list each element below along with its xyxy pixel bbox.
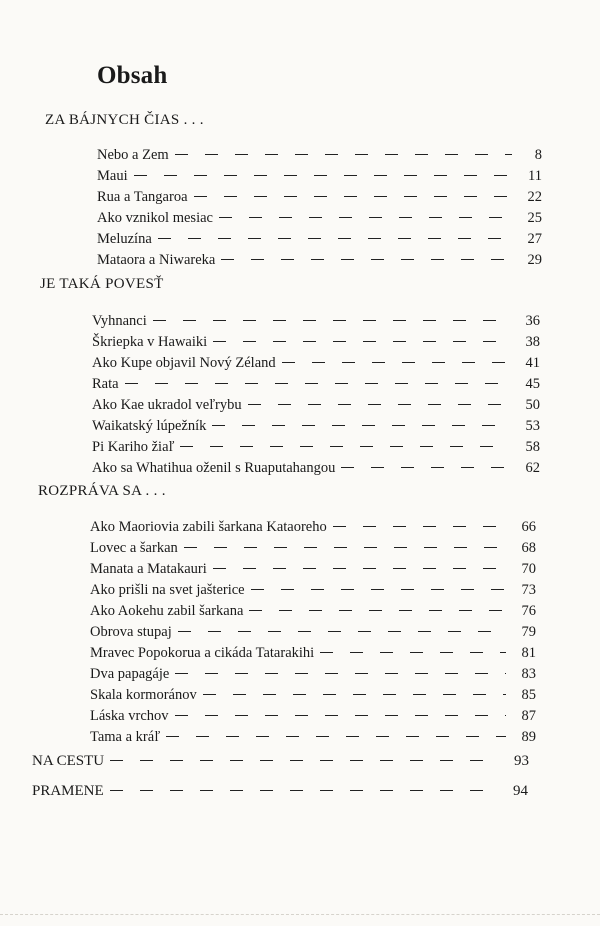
toc-entry[interactable] xyxy=(97,186,542,206)
leader-dashes xyxy=(158,233,512,245)
entry-page: 62 xyxy=(525,460,540,476)
entry-page: 70 xyxy=(521,561,536,577)
entry-title: PRAMENE xyxy=(32,783,104,799)
leader-dashes xyxy=(221,254,512,266)
leader-dashes xyxy=(125,378,510,390)
entry-title: Mataora a Niwareka xyxy=(97,252,216,268)
entry-title: Dva papagáje xyxy=(90,666,170,682)
leader-dashes xyxy=(320,647,506,659)
toc-entry[interactable] xyxy=(90,621,536,641)
entry-page: 41 xyxy=(525,355,540,371)
entry-page: 11 xyxy=(528,168,542,184)
leader-dashes xyxy=(134,170,512,182)
entry-page: 36 xyxy=(525,313,540,329)
entry-page: 29 xyxy=(527,252,542,268)
entry-title: Ako sa Whatihua oženil s Ruaputahangou xyxy=(92,460,336,476)
entry-page: 81 xyxy=(521,645,536,661)
toc-entry[interactable] xyxy=(97,207,542,227)
entry-page: 94 xyxy=(513,783,528,799)
entry-page: 50 xyxy=(525,397,540,413)
leader-dashes xyxy=(175,668,506,680)
leader-dashes xyxy=(213,563,506,575)
leader-dashes xyxy=(251,584,506,596)
leader-dashes xyxy=(341,462,510,474)
entry-page: 73 xyxy=(521,582,536,598)
leader-dashes xyxy=(166,731,506,743)
entry-title: Manata a Matakauri xyxy=(90,561,207,577)
entry-page: 79 xyxy=(521,624,536,640)
entry-title: Obrova stupaj xyxy=(90,624,172,640)
entry-page: 45 xyxy=(525,376,540,392)
entry-page: 25 xyxy=(527,210,542,226)
entry-page: 85 xyxy=(521,687,536,703)
toc-entry[interactable] xyxy=(90,663,536,683)
page-title: Obsah xyxy=(97,62,168,89)
page-edge-divider xyxy=(0,914,600,916)
toc-entry[interactable] xyxy=(97,249,542,269)
toc-entry[interactable] xyxy=(92,457,540,477)
leader-dashes xyxy=(248,399,510,411)
leader-dashes xyxy=(213,336,510,348)
entry-title: Maui xyxy=(97,168,128,184)
toc-entry[interactable] xyxy=(97,144,542,164)
entry-title: Rata xyxy=(92,376,119,392)
entry-page: 93 xyxy=(514,753,529,769)
entry-title: Ako vznikol mesiac xyxy=(97,210,213,226)
entry-title: Ako Aokehu zabil šarkana xyxy=(90,603,244,619)
entry-page: 83 xyxy=(521,666,536,682)
toc-entry[interactable] xyxy=(97,228,542,248)
leader-dashes xyxy=(175,149,512,161)
entry-page: 22 xyxy=(527,189,542,205)
section-heading: ROZPRÁVA SA . . . xyxy=(38,483,166,499)
toc-entry[interactable] xyxy=(90,579,536,599)
entry-title: Vyhnanci xyxy=(92,313,147,329)
entry-title: Tama a kráľ xyxy=(90,729,161,745)
toc-entry[interactable] xyxy=(90,684,536,704)
section-heading: JE TAKÁ POVESŤ xyxy=(40,276,164,292)
leader-dashes xyxy=(282,357,510,369)
entry-title: Rua a Tangaroa xyxy=(97,189,188,205)
entry-title: Lovec a šarkan xyxy=(90,540,178,556)
leader-dashes xyxy=(153,315,510,327)
leader-dashes xyxy=(110,785,498,797)
entry-title: Nebo a Zem xyxy=(97,147,169,163)
entry-title: Ako Kupe objavil Nový Zéland xyxy=(92,355,276,371)
entry-page: 87 xyxy=(521,708,536,724)
leader-dashes xyxy=(333,521,506,533)
entry-title: Ako Kae ukradol veľrybu xyxy=(92,397,242,413)
entry-title: Ako Maoriovia zabili šarkana Kataoreho xyxy=(90,519,327,535)
leader-dashes xyxy=(184,542,506,554)
leader-dashes xyxy=(178,626,506,638)
toc-entry[interactable] xyxy=(97,165,542,185)
leader-dashes xyxy=(219,212,512,224)
entry-title: Meluzína xyxy=(97,231,152,247)
toc-entry[interactable] xyxy=(90,600,536,620)
toc-entry[interactable] xyxy=(92,394,540,414)
entry-page: 8 xyxy=(534,147,542,163)
entry-page: 89 xyxy=(521,729,536,745)
leader-dashes xyxy=(110,755,499,767)
toc-entry[interactable] xyxy=(90,558,536,578)
section-heading: ZA BÁJNYCH ČIAS . . . xyxy=(45,112,204,128)
toc-entry[interactable] xyxy=(92,331,540,351)
toc-entry[interactable] xyxy=(92,310,540,330)
toc-entry[interactable] xyxy=(90,516,536,536)
leader-dashes xyxy=(203,689,506,701)
entry-title: Waikatský lúpežník xyxy=(92,418,207,434)
leader-dashes xyxy=(212,420,510,432)
toc-entry[interactable] xyxy=(90,537,536,557)
toc-entry[interactable] xyxy=(92,352,540,372)
toc-entry[interactable] xyxy=(90,642,536,662)
entry-page: 66 xyxy=(521,519,536,535)
toc-entry[interactable] xyxy=(92,415,540,435)
entry-title: NA CESTU xyxy=(32,753,105,769)
entry-title: Mravec Popokorua a cikáda Tatarakihi xyxy=(90,645,315,661)
toc-entry[interactable] xyxy=(92,436,540,456)
entry-page: 38 xyxy=(525,334,540,350)
entry-title: Skala kormoránov xyxy=(90,687,197,703)
entry-title: Ako prišli na svet jašterice xyxy=(90,582,245,598)
leader-dashes xyxy=(180,441,510,453)
toc-entry[interactable] xyxy=(92,373,540,393)
toc-entry-top[interactable] xyxy=(32,780,528,800)
toc-entry[interactable] xyxy=(90,705,536,725)
leader-dashes xyxy=(194,191,512,203)
entry-page: 68 xyxy=(521,540,536,556)
toc-entry[interactable] xyxy=(90,726,536,746)
toc-entry-top[interactable] xyxy=(32,750,529,770)
entry-page: 27 xyxy=(527,231,542,247)
entry-title: Láska vrchov xyxy=(90,708,169,724)
entry-page: 53 xyxy=(525,418,540,434)
entry-page: 58 xyxy=(525,439,540,455)
entry-page: 76 xyxy=(521,603,536,619)
leader-dashes xyxy=(249,605,506,617)
entry-title: Pi Kariho žiaľ xyxy=(92,439,175,455)
entry-title: Škriepka v Hawaiki xyxy=(92,334,208,350)
leader-dashes xyxy=(175,710,506,722)
